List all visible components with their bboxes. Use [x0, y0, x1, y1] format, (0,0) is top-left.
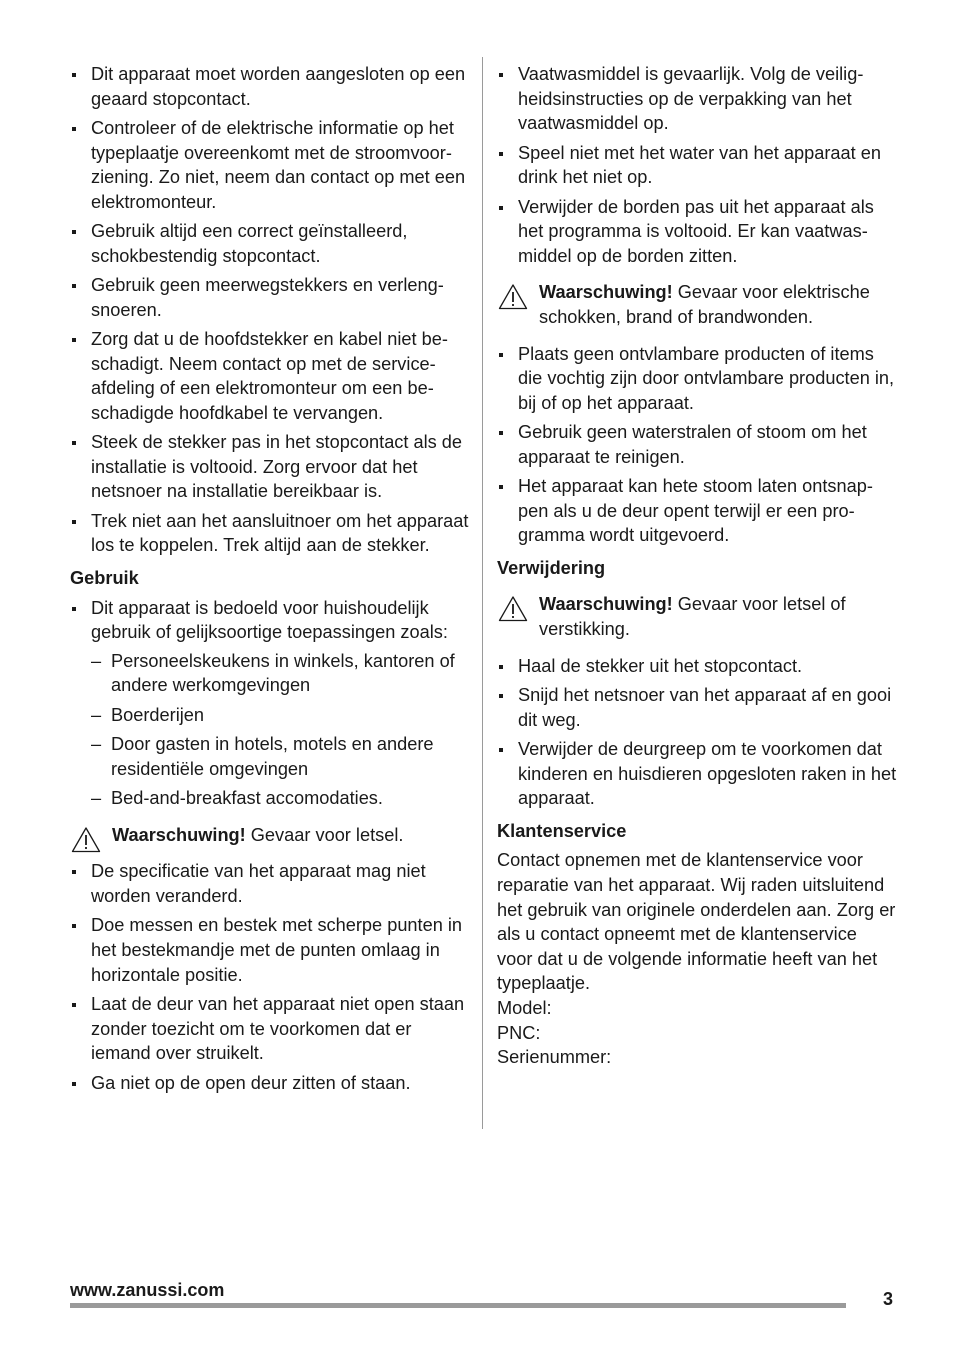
list-item: De specificatie van het apparaat mag niet worden veranderd.	[70, 859, 470, 908]
warning-label: Waarschuwing!	[539, 594, 673, 615]
klantenservice-paragraph: Contact opnemen met de klantenservice voor reparatie van het apparaat. Wij raden uitsluitend het gebruik van originele onderdelen aan. Zorg er als u contact opneemt met de klantenservice voor dat u de volgende informatie heeft van het typeplaatje.	[497, 850, 896, 994]
list-item: Vaatwasmiddel is gevaarlijk. Volg de veiligheidsinstructies op de verpakking van het vaatwasmiddel op.	[497, 62, 897, 136]
list-item: Verwijder de deurgreep om te voorkomen dat kinderen en huisdieren opgesloten raken in het apparaat.	[497, 737, 897, 811]
sublist-item: – Bed-and-breakfast accomodaties.	[91, 786, 470, 811]
sublist-item: – Personeelskeukens in winkels, kantoren of andere werkomgevingen	[91, 649, 470, 698]
section-heading-gebruik: Gebruik	[70, 568, 139, 589]
list-item: Plaats geen ontvlambare producten of items die vochtig zijn door ontvlambare producten in, bij of op het apparaat.	[497, 342, 897, 416]
warning-label: Waarschuwing!	[112, 824, 246, 845]
list-item: Trek niet aan het aansluitnoer om het apparaat los te koppelen. Trek altijd aan de stekker.	[70, 509, 470, 558]
fire-safety-list	[497, 342, 897, 548]
warning-notice	[497, 592, 897, 641]
list-item: Snijd het netsnoer van het apparaat af en gooi dit weg.	[497, 683, 897, 732]
list-item: Gebruik geen waterstralen of stoom om het apparaat te reinigen.	[497, 420, 897, 469]
page-number: 3	[883, 1289, 894, 1309]
warning-notice	[497, 280, 897, 329]
warning-text: Gevaar voor elektrische schokken, brand of brandwonden.	[539, 282, 870, 327]
list-item: Doe messen en bestek met scherpe punten in het bestekmandje met de punten omlaag in horizontale positie.	[70, 913, 470, 987]
list-item: Verwijder de borden pas uit het apparaat als het programma is voltooid. Er kan vaatwasmiddel op de borden zitten.	[497, 195, 897, 269]
list-item: Haal de stekker uit het stopcontact.	[497, 654, 897, 679]
warning-triangle-icon	[498, 595, 528, 622]
usage-list	[70, 596, 470, 811]
right-column	[497, 62, 897, 1070]
warning-label: Waarschuwing!	[539, 282, 673, 303]
general-safety-list	[70, 859, 470, 1095]
list-item: Laat de deur van het apparaat niet open staan zonder toezicht om te voorkomen dat er iemand over struikelt.	[70, 992, 470, 1066]
section-heading-klantenservice: Klantenservice	[497, 820, 627, 841]
column-divider	[482, 57, 483, 1129]
warning-text: Gevaar voor letsel of verstikking.	[539, 594, 846, 640]
list-item: Gebruik altijd een correct geïnstalleerd, schokbestendig stopcontact.	[70, 219, 470, 268]
serial-number-label: Serienummer:	[497, 1047, 612, 1068]
list-item	[70, 596, 470, 811]
footer-rule	[70, 1303, 846, 1308]
list-item: Speel niet met het water van het apparaat en drink het niet op.	[497, 141, 897, 190]
list-item: Ga niet op de open deur zitten of staan.	[70, 1071, 470, 1096]
warning-text: Gevaar voor letsel.	[245, 824, 404, 845]
list-item: Zorg dat u de hoofdstekker en kabel niet beschadigt. Neem contact op met de serviceafdeling of een elektromonteur om een beschadigde hoofdkabel te vervangen.	[70, 327, 470, 425]
list-item: Steek de stekker pas in het stopcontact als de installatie is voltooid. Zorg ervoor dat het netsnoer na installatie bereikbaar is.	[70, 430, 470, 504]
electrical-safety-list	[70, 62, 470, 558]
left-column	[70, 62, 470, 1100]
list-item: Dit apparaat moet worden aangesloten op een geaard stopcontact.	[70, 62, 470, 111]
sublist-item: – Door gasten in hotels, motels en andere residentiële omgevingen	[91, 732, 470, 781]
detergent-safety-list	[497, 62, 897, 268]
model-label: Model:	[497, 997, 552, 1018]
list-item-text: Dit apparaat is bedoeld voor huishoudelijk gebruik of gelijksoortige toepassingen zoals:	[91, 597, 448, 643]
pnc-label: PNC:	[497, 1022, 541, 1043]
list-item: Gebruik geen meerwegstekkers en verlengsnoeren.	[70, 273, 470, 322]
warning-triangle-icon	[71, 826, 101, 853]
list-item: Het apparaat kan hete stoom laten ontsnappen als u de deur opent terwijl er een programma wordt uitgevoerd.	[497, 474, 897, 548]
section-heading-verwijdering: Verwijdering	[497, 557, 606, 578]
usage-sublist	[91, 649, 470, 811]
sublist-item: – Boerderijen	[91, 703, 470, 728]
disposal-list	[497, 654, 897, 811]
warning-triangle-icon	[498, 283, 528, 310]
warning-notice	[70, 823, 470, 848]
list-item: Controleer of de elektrische informatie op het typeplaatje overeenkomt met de stroomvoorziening. Zo niet, neem dan contact op met een elektromonteur.	[70, 116, 470, 214]
footer-website-link[interactable]: www.zanussi.com	[70, 1280, 225, 1300]
